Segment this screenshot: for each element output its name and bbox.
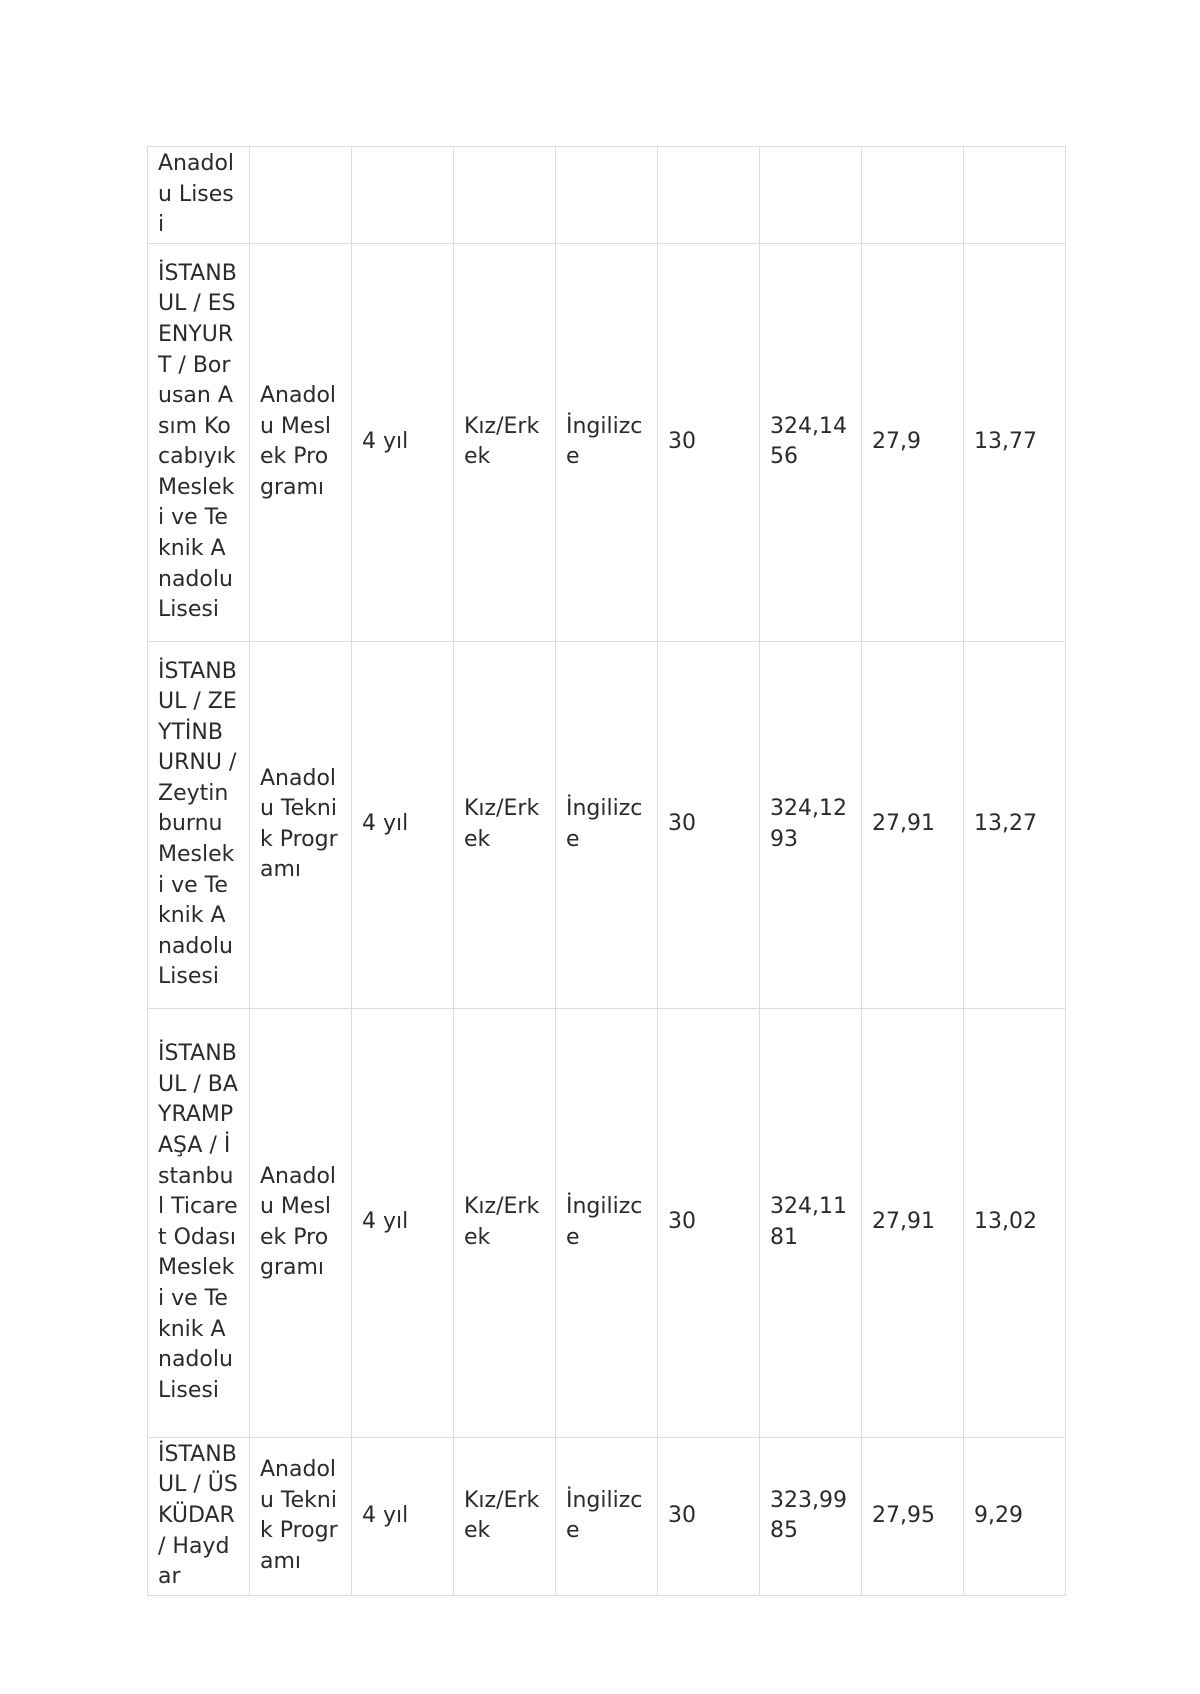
program-cell bbox=[250, 147, 352, 244]
school-cell: Anadolu Lisesi bbox=[148, 147, 250, 244]
program-cell: Anadolu Teknik Programı bbox=[250, 1437, 352, 1595]
quota-cell: 30 bbox=[658, 1437, 760, 1595]
percentile-b-cell: 13,77 bbox=[964, 243, 1066, 641]
percentile-a-cell: 27,95 bbox=[862, 1437, 964, 1595]
school-cell: İSTANBUL / ESENYURT / Borusan Asım Kocabıyık Mesleki ve Teknik Anadolu Lisesi bbox=[148, 243, 250, 641]
percentile-a-cell bbox=[862, 147, 964, 244]
table-row bbox=[148, 1437, 1066, 1595]
gender-cell: Kız/Erkek bbox=[454, 641, 556, 1008]
program-cell: Anadolu Meslek Programı bbox=[250, 1008, 352, 1437]
program-cell: Anadolu Teknik Programı bbox=[250, 641, 352, 1008]
percentile-a-cell: 27,91 bbox=[862, 641, 964, 1008]
percentile-b-cell: 9,29 bbox=[964, 1437, 1066, 1595]
language-cell: İngilizce bbox=[556, 1437, 658, 1595]
percentile-b-cell: 13,27 bbox=[964, 641, 1066, 1008]
language-cell: İngilizce bbox=[556, 641, 658, 1008]
duration-cell: 4 yıl bbox=[352, 641, 454, 1008]
duration-cell: 4 yıl bbox=[352, 1008, 454, 1437]
percentile-a-cell: 27,91 bbox=[862, 1008, 964, 1437]
table-row bbox=[148, 1008, 1066, 1437]
table-row bbox=[148, 243, 1066, 641]
score-cell: 324,1293 bbox=[760, 641, 862, 1008]
percentile-b-cell: 13,02 bbox=[964, 1008, 1066, 1437]
language-cell bbox=[556, 147, 658, 244]
table-row bbox=[148, 147, 1066, 244]
school-cell: İSTANBUL / ZEYTİNBURNU / Zeytinburnu Mesleki ve Teknik Anadolu Lisesi bbox=[148, 641, 250, 1008]
gender-cell: Kız/Erkek bbox=[454, 1437, 556, 1595]
gender-cell: Kız/Erkek bbox=[454, 243, 556, 641]
gender-cell bbox=[454, 147, 556, 244]
language-cell: İngilizce bbox=[556, 1008, 658, 1437]
score-cell: 323,9985 bbox=[760, 1437, 862, 1595]
gender-cell: Kız/Erkek bbox=[454, 1008, 556, 1437]
table-row bbox=[148, 641, 1066, 1008]
program-cell: Anadolu Meslek Programı bbox=[250, 243, 352, 641]
quota-cell bbox=[658, 147, 760, 244]
quota-cell: 30 bbox=[658, 243, 760, 641]
duration-cell: 4 yıl bbox=[352, 243, 454, 641]
duration-cell: 4 yıl bbox=[352, 1437, 454, 1595]
language-cell: İngilizce bbox=[556, 243, 658, 641]
percentile-a-cell: 27,9 bbox=[862, 243, 964, 641]
percentile-b-cell bbox=[964, 147, 1066, 244]
score-cell: 324,1456 bbox=[760, 243, 862, 641]
score-cell bbox=[760, 147, 862, 244]
school-table bbox=[147, 146, 1066, 1596]
quota-cell: 30 bbox=[658, 1008, 760, 1437]
quota-cell: 30 bbox=[658, 641, 760, 1008]
score-cell: 324,1181 bbox=[760, 1008, 862, 1437]
duration-cell bbox=[352, 147, 454, 244]
school-cell: İSTANBUL / ÜSKÜDAR / Haydar bbox=[148, 1437, 250, 1595]
school-cell: İSTANBUL / BAYRAMPAŞA / İstanbul Ticaret Odası Mesleki ve Teknik Anadolu Lisesi bbox=[148, 1008, 250, 1437]
